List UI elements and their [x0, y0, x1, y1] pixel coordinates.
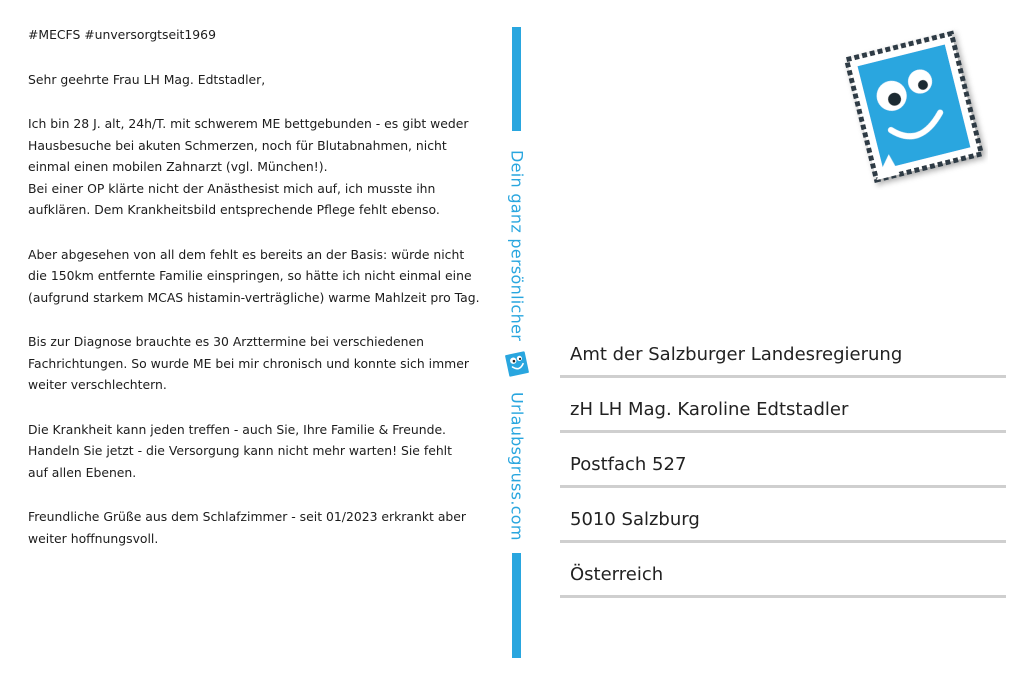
message-paragraph [28, 244, 498, 309]
message-line: auf allen Ebenen. [28, 464, 137, 480]
hashtags: #MECFS #unversorgtseit1969 [28, 27, 216, 42]
message-paragraph [28, 113, 498, 221]
message-line: (aufgrund starkem MCAS histamin-verträgliche) warme Mahlzeit pro Tag. [28, 289, 480, 305]
message-paragraph [28, 419, 498, 484]
message-line: aufklären. Dem Krankheitsbild entsprechende Pflege fehlt ebenso. [28, 202, 440, 217]
message-line: Freundliche Grüße aus dem Schlafzimmer - seit 01/2023 erkrankt aber [28, 509, 466, 524]
message-line: Handeln Sie jetzt - die Versorgung kann nicht mehr warten! Sie fehlt [28, 443, 452, 458]
address-line-text: Postfach 527 [570, 454, 687, 475]
message-text [28, 24, 498, 572]
message-line: Bis zur Diagnose brauchte es 30 Arzttermine bei verschiedenen [28, 334, 424, 349]
address-line [560, 395, 1006, 450]
message-line: Bei einer OP klärte nicht der Anästhesist mich auf, ich musste ihn [28, 180, 436, 196]
address-rule [560, 540, 1006, 543]
divider-website: Urlaubsgruss.com [507, 392, 527, 541]
address-line [560, 340, 1006, 395]
message-line: weiter hoffnungsvoll. [28, 530, 159, 546]
message-line: die 150km entfernte Familie einspringen, so hätte ich nicht einmal eine [28, 268, 472, 283]
address-line [560, 505, 1006, 560]
divider-bar-bottom [512, 553, 521, 658]
message-line: einmal einen mobilen Zahnarzt (vgl. München!). [28, 159, 328, 174]
message-line: Die Krankheit kann jeden treffen - auch Sie, Ihre Familie & Freunde. [28, 421, 446, 437]
message-line: Aber abgesehen von all dem fehlt es bereits an der Basis: würde nicht [28, 246, 465, 262]
address-line [560, 450, 1006, 505]
recipient-address [560, 340, 1006, 615]
message-line: weiter verschlechtern. [28, 377, 167, 392]
smiley-stamp-icon [838, 25, 988, 190]
salutation: Sehr geehrte Frau LH Mag. Edtstadler, [28, 71, 266, 87]
address-rule [560, 595, 1006, 598]
address-line-text: 5010 Salzburg [570, 509, 700, 530]
smiley-stamp-icon [503, 349, 531, 379]
message-paragraph [28, 331, 498, 396]
address-rule [560, 375, 1006, 378]
address-line-text: Amt der Salzburger Landesregierung [570, 344, 903, 365]
message-line: Fachrichtungen. So wurde ME bei mir chronisch und konnte sich immer [28, 355, 469, 371]
divider-bar-top [512, 27, 521, 131]
address-line-text: zH LH Mag. Karoline Edtstadler [570, 399, 849, 420]
message-line: Hausbesuche bei akuten Schmerzen, noch für Blutabnahmen, nicht [28, 137, 447, 153]
address-rule [560, 430, 1006, 433]
address-line-text: Österreich [570, 564, 664, 585]
address-line [560, 560, 1006, 615]
address-rule [560, 485, 1006, 488]
divider-tagline: Dein ganz persönlicher [507, 150, 527, 342]
message-line: Ich bin 28 J. alt, 24h/T. mit schwerem ME bettgebunden - es gibt weder [28, 116, 469, 131]
message-paragraph [28, 506, 498, 549]
